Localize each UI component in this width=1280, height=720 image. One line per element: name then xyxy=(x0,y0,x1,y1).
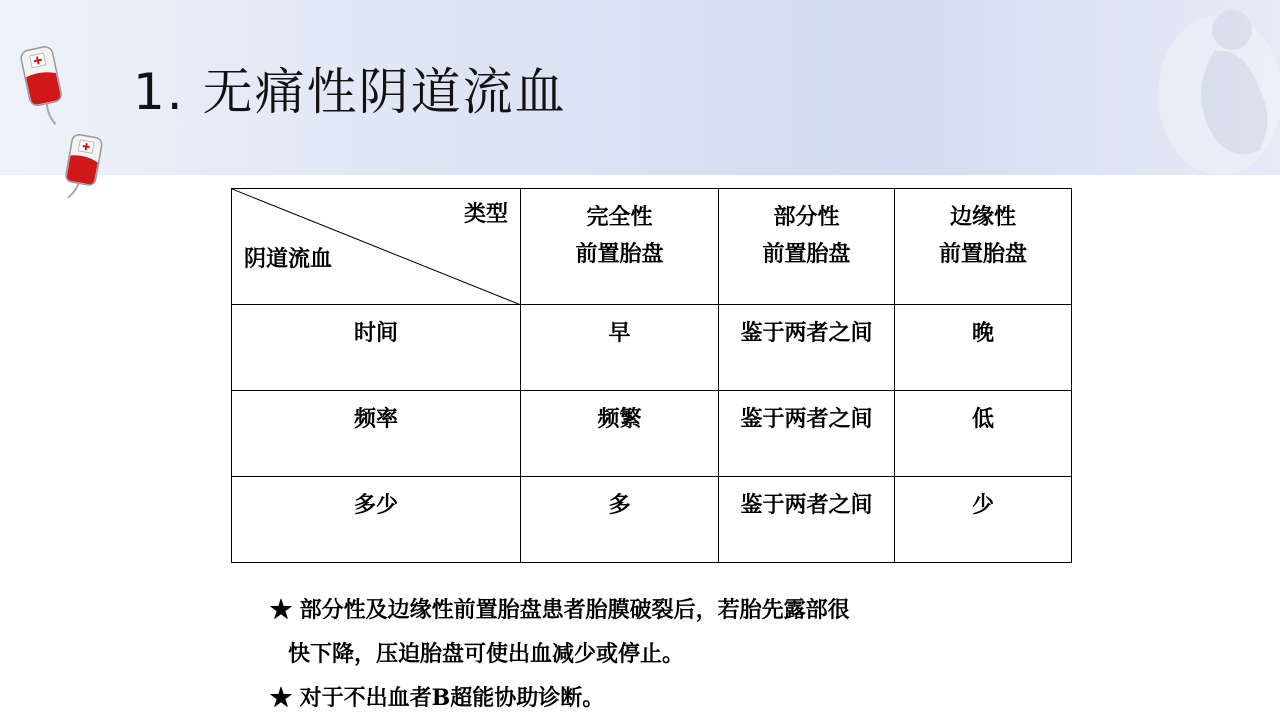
column-header-line2: 前置胎盘 xyxy=(938,241,1027,267)
column-header-line2: 前置胎盘 xyxy=(762,241,851,267)
corner-top-label: 类型 xyxy=(463,201,508,227)
corner-bottom-label: 阴道流血 xyxy=(244,246,333,272)
note-line: 快下降，压迫胎盘可使出血减少或停止。 xyxy=(288,641,685,667)
notes xyxy=(270,588,850,720)
note-line: ★ 对于不出血者B超能协助诊断。 xyxy=(270,685,605,711)
column-header-line1: 部分性 xyxy=(773,204,840,230)
column-header xyxy=(521,189,719,305)
table-cell: 早 xyxy=(521,305,719,391)
table-cell: 频繁 xyxy=(521,391,719,477)
row-label: 多少 xyxy=(232,477,521,563)
table-cell: 晚 xyxy=(895,305,1072,391)
fetus-silhouette xyxy=(1110,0,1280,175)
table-cell: 多 xyxy=(521,477,719,563)
corner-cell xyxy=(232,189,521,305)
table-row xyxy=(232,477,1072,563)
table-header-row xyxy=(232,189,1072,305)
column-header xyxy=(895,189,1072,305)
blood-bag-icon xyxy=(18,40,66,130)
table-row xyxy=(232,305,1072,391)
comparison-table xyxy=(231,188,1072,563)
row-label: 时间 xyxy=(232,305,521,391)
table-cell: 低 xyxy=(895,391,1072,477)
column-header xyxy=(719,189,895,305)
note-line: ★ 部分性及边缘性前置胎盘患者胎膜破裂后，若胎先露部很 xyxy=(270,597,850,623)
column-header-line2: 前置胎盘 xyxy=(575,241,664,267)
table-cell: 鉴于两者之间 xyxy=(719,477,895,563)
blood-bag-icon xyxy=(60,130,108,205)
table-cell: 少 xyxy=(895,477,1072,563)
table-row xyxy=(232,391,1072,477)
column-header-line1: 完全性 xyxy=(586,204,653,230)
row-label: 频率 xyxy=(232,391,521,477)
table-cell: 鉴于两者之间 xyxy=(719,391,895,477)
table-cell: 鉴于两者之间 xyxy=(719,305,895,391)
slide-title: 1. 无痛性阴道流血 xyxy=(133,63,567,121)
column-header-line1: 边缘性 xyxy=(949,204,1016,230)
